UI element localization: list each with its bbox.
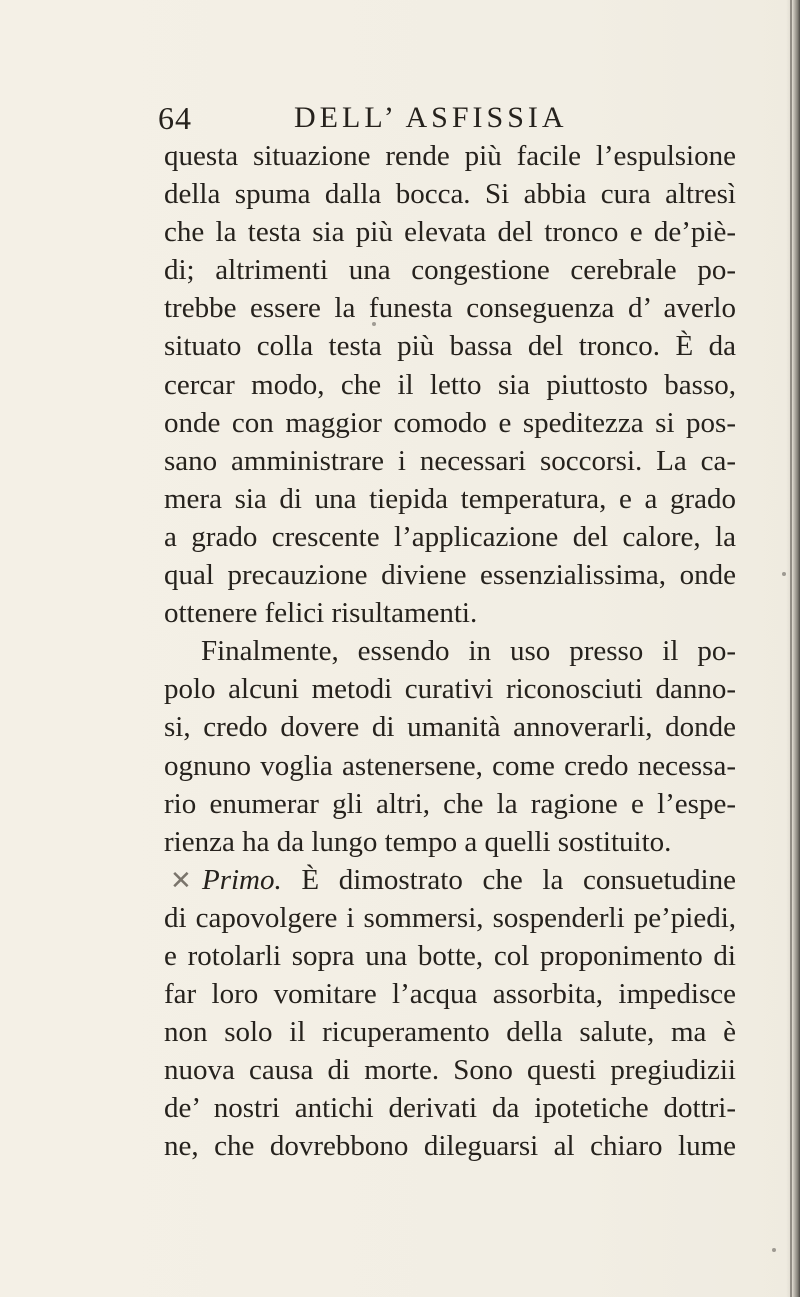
text-line: situato colla testa più bassa del tronco. È da (164, 330, 736, 363)
text-line: qual precauzione diviene essenzialissima, onde (164, 559, 736, 592)
page-number: 64 (158, 100, 192, 136)
text-line: de’ nostri antichi derivati da ipotetiche dottri- (164, 1092, 736, 1125)
text-line: ognuno voglia astenersene, come credo necessa- (164, 749, 736, 782)
paper-speck (772, 1248, 776, 1252)
text-line: ne, che dovrebbono dileguarsi al chiaro lume (164, 1130, 736, 1163)
text-line: questa situazione rende più facile l’espulsione (164, 140, 736, 172)
text-line: rio enumerar gli altri, che la ragione e l’espe- (164, 787, 736, 820)
page-header (158, 98, 738, 138)
text-line: onde con maggior comodo e speditezza si pos- (164, 406, 736, 439)
primo-line-text: È dimostrato che la consuetudine (281, 863, 736, 896)
primo-heading: Primo. (202, 863, 282, 896)
text-line: a grado crescente l’applicazione del calore, la (164, 520, 736, 553)
text-line: polo alcuni metodi curativi riconosciuti danno- (164, 673, 736, 706)
running-head: DELL’ ASFISSIA (294, 101, 568, 134)
margin-cross-mark: ✕ (170, 865, 192, 895)
text-line: ottenere felici risultamenti. (164, 597, 478, 630)
text-line: si, credo dovere di umanità annoverarli, donde (164, 711, 736, 744)
text-line: e rotolarli sopra una botte, col proponimento di (164, 939, 736, 972)
text-line: rienza ha da lungo tempo a quelli sostituito. (164, 825, 672, 858)
paper-speck (782, 572, 786, 576)
text-line: nuova causa di morte. Sono questi pregiudizii (164, 1054, 736, 1087)
text-line: non solo il ricuperamento della salute, ma è (164, 1016, 736, 1049)
text-line: trebbe essere la funesta conseguenza d’ averlo (164, 292, 736, 325)
page-edge-shadow (786, 0, 800, 1297)
text-line: che la testa sia più elevata del tronco e de’piè- (164, 216, 736, 249)
text-line: cercar modo, che il letto sia piuttosto basso, (164, 368, 736, 401)
body-text (164, 137, 736, 1166)
text-line-primo (164, 861, 736, 899)
text-line: sano amministrare i necessari soccorsi. La ca- (164, 444, 736, 477)
text-line: della spuma dalla bocca. Si abbia cura altresì (164, 178, 736, 211)
text-line: Finalmente, essendo in uso presso il po- (201, 635, 736, 668)
text-line: di; altrimenti una congestione cerebrale po- (164, 254, 736, 287)
text-line: far loro vomitare l’acqua assorbita, impedisce (164, 978, 736, 1011)
text-line: di capovolgere i sommersi, sospenderli pe’piedi, (164, 901, 736, 934)
page-edge-line (790, 0, 792, 1297)
text-line: mera sia di una tiepida temperatura, e a grado (164, 482, 736, 515)
